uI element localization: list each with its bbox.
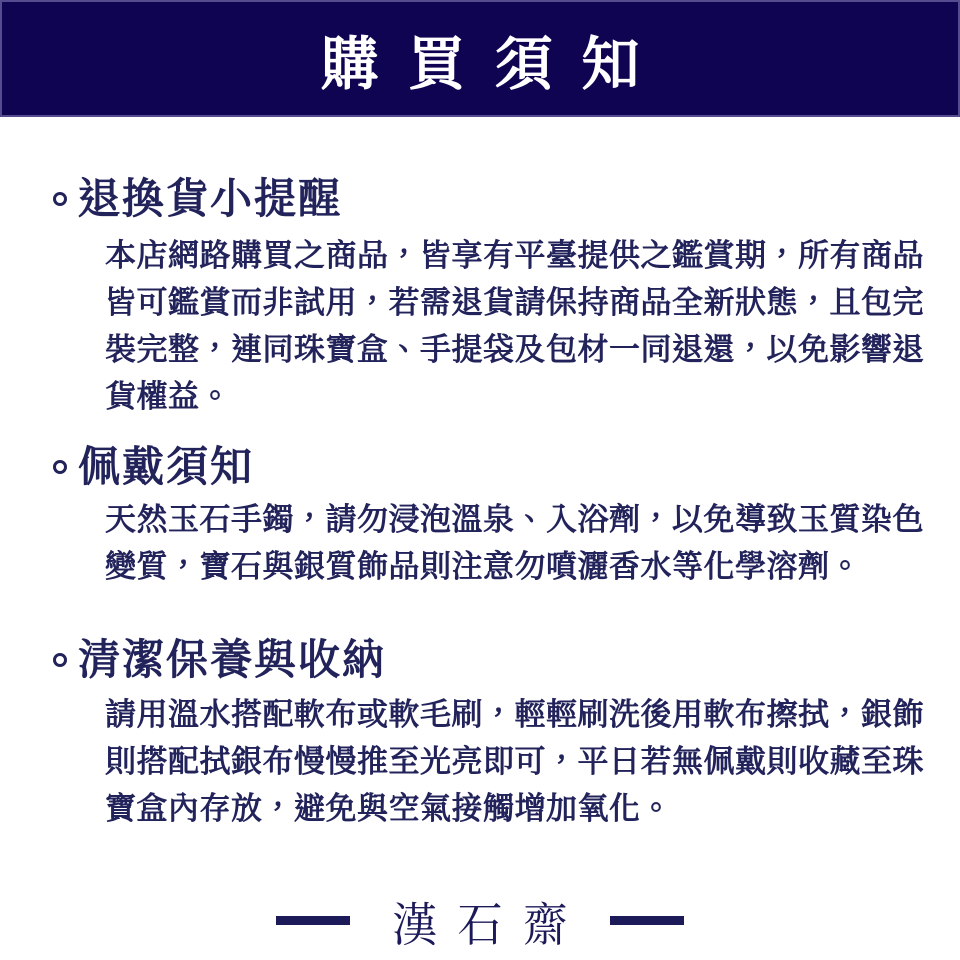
section-wearing-body [105,496,924,590]
section-wearing [50,443,924,589]
body-line: 本店網路購買之商品，皆享有平臺提供之鑑賞期，所有商品 [105,238,924,274]
body-line: 天然玉石手鐲，請勿浸泡溫泉、入浴劑，以免導致玉質染色 [105,501,924,537]
right-dash-icon [610,916,684,925]
section-returns-title: 退換貨小提醒 [78,175,343,222]
body-line: 皆可鑑賞而非試用，若需退貨請保持商品全新狀態，且包完 [105,285,924,321]
circle-bullet-icon [53,653,67,667]
page-title: 購買須知 [320,31,669,97]
section-returns-body [105,232,924,420]
brand-logo-text: 漢石齋 [392,898,588,952]
body-line: 寶盒內存放，避免與空氣接觸增加氧化。 [105,790,672,826]
body-line: 裝完整，連同珠寶盒、手提袋及包材一同退還，以免影響退 [105,332,924,368]
circle-bullet-icon [53,460,67,474]
body-line: 貨權益。 [105,379,231,415]
brand-footer [0,888,960,953]
body-line: 請用溫水搭配軟布或軟毛刷，輕輕刷洗後用軟布擦拭，銀飾 [105,696,924,732]
left-dash-icon [276,916,350,925]
section-wearing-heading-row [50,443,910,491]
section-care-heading-row [50,636,910,684]
section-care [50,635,924,832]
body-line: 變質，寶石與銀質飾品則注意勿噴灑香水等化學溶劑。 [105,548,861,584]
section-care-body [105,691,924,832]
section-returns-heading-row [50,175,910,223]
notice-content [0,175,960,832]
section-returns [50,175,924,420]
section-wearing-title: 佩戴須知 [78,443,255,491]
body-line: 則搭配拭銀布慢慢推至光亮即可，平日若無佩戴則收藏至珠 [105,743,924,779]
section-care-title: 清潔保養與收納 [78,635,387,683]
circle-bullet-icon [53,192,67,206]
page-header [0,0,960,117]
